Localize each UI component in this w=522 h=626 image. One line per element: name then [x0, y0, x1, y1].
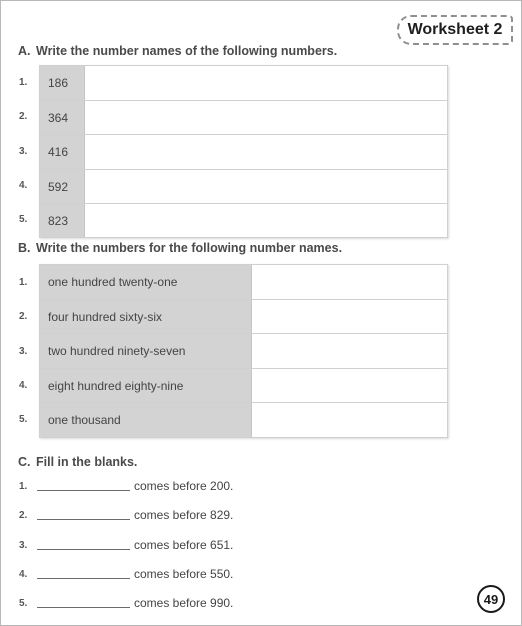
- blank-line[interactable]: [37, 549, 130, 550]
- fill-text: comes before 550.: [134, 567, 234, 581]
- table-row: [40, 334, 447, 369]
- section-a-letter: A.: [18, 44, 31, 58]
- section-b-row-num: 4.: [19, 380, 28, 391]
- worksheet-tab: [397, 15, 513, 45]
- section-a-row-num: 2.: [19, 111, 28, 122]
- section-c-row-num: 5.: [19, 598, 28, 609]
- answer-cell[interactable]: [252, 300, 447, 333]
- section-a-row-num: 1.: [19, 77, 28, 88]
- table-row: [40, 403, 447, 437]
- answer-cell[interactable]: [252, 403, 447, 437]
- fill-text: comes before 990.: [134, 596, 234, 610]
- table-row: [40, 300, 447, 334]
- number-cell: 364: [40, 101, 85, 134]
- answer-cell[interactable]: [85, 170, 447, 203]
- section-b-letter: B.: [18, 241, 31, 255]
- section-a-table: [39, 65, 448, 238]
- section-c-row-num: 2.: [19, 510, 28, 521]
- number-name-cell: two hundred ninety-seven: [40, 334, 252, 368]
- number-name-cell: one hundred twenty-one: [40, 265, 252, 299]
- number-cell: 186: [40, 66, 85, 100]
- answer-cell[interactable]: [85, 101, 447, 134]
- number-name-cell: four hundred sixty-six: [40, 300, 252, 333]
- fill-text: comes before 200.: [134, 479, 234, 493]
- table-row: [40, 369, 447, 403]
- number-cell: 416: [40, 135, 85, 169]
- section-b-row-num: 3.: [19, 346, 28, 357]
- blank-line[interactable]: [37, 578, 130, 579]
- fill-text: comes before 651.: [134, 538, 234, 552]
- answer-cell[interactable]: [252, 334, 447, 368]
- section-b-instruction: Write the numbers for the following number names.: [36, 241, 343, 255]
- table-row: [40, 265, 447, 300]
- number-name-cell: one thousand: [40, 403, 252, 437]
- section-b-table: [39, 264, 448, 438]
- answer-cell[interactable]: [85, 135, 447, 169]
- section-c-instruction: Fill in the blanks.: [36, 455, 138, 469]
- blank-line[interactable]: [37, 519, 130, 520]
- section-b-row-num: 5.: [19, 414, 28, 425]
- table-row: [40, 135, 447, 170]
- answer-cell[interactable]: [85, 66, 447, 100]
- answer-cell[interactable]: [252, 265, 447, 299]
- section-c-title: [18, 455, 137, 469]
- section-b-row-num: 2.: [19, 311, 28, 322]
- blank-line[interactable]: [37, 490, 130, 491]
- section-a-row-num: 4.: [19, 180, 28, 191]
- section-a-row-num: 3.: [19, 146, 28, 157]
- table-row: [40, 101, 447, 135]
- number-cell: 592: [40, 170, 85, 203]
- blank-line[interactable]: [37, 607, 130, 608]
- answer-cell[interactable]: [85, 204, 447, 237]
- section-a-title: [18, 44, 337, 58]
- section-c-row-num: 1.: [19, 481, 28, 492]
- table-row: [40, 170, 447, 204]
- section-b-row-num: 1.: [19, 277, 28, 288]
- section-a-row-num: 5.: [19, 214, 28, 225]
- section-c-row-num: 4.: [19, 569, 28, 580]
- worksheet-label: Worksheet 2: [407, 21, 503, 38]
- number-cell: 823: [40, 204, 85, 237]
- fill-text: comes before 829.: [134, 508, 234, 522]
- number-name-cell: eight hundred eighty-nine: [40, 369, 252, 402]
- section-b-title: [18, 241, 342, 255]
- section-a-instruction: Write the number names of the following numbers.: [36, 44, 338, 58]
- answer-cell[interactable]: [252, 369, 447, 402]
- section-c-letter: C.: [18, 455, 31, 469]
- table-row: [40, 204, 447, 237]
- page-number: 49: [477, 585, 505, 613]
- table-row: [40, 66, 447, 101]
- section-c-row-num: 3.: [19, 540, 28, 551]
